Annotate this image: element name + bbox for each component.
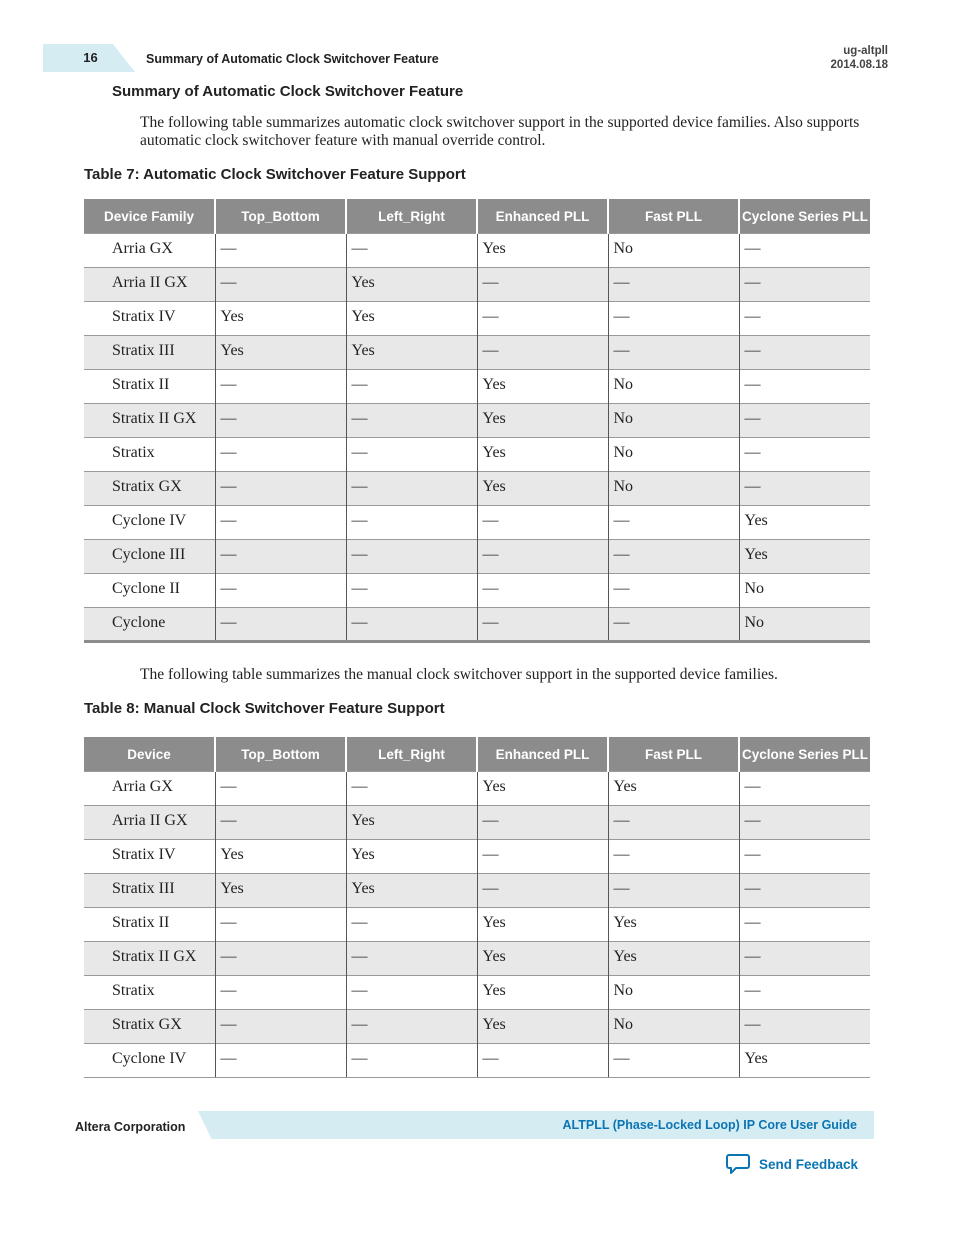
table8-header-row	[84, 737, 870, 772]
support-cell: —	[215, 1010, 346, 1044]
send-feedback-label: Send Feedback	[759, 1156, 859, 1172]
support-cell: —	[739, 840, 870, 874]
support-cell: —	[477, 806, 608, 840]
support-cell: —	[346, 472, 477, 506]
support-cell: —	[346, 234, 477, 268]
device-name-cell: Stratix GX	[84, 472, 215, 506]
running-title: Summary of Automatic Clock Switchover Feature	[146, 52, 439, 66]
table7	[84, 199, 870, 643]
table8-body	[84, 772, 870, 1078]
support-cell: No	[608, 472, 739, 506]
table8-header-cell: Cyclone Series PLL	[739, 737, 870, 772]
support-cell: —	[477, 336, 608, 370]
device-name-cell: Arria II GX	[84, 806, 215, 840]
support-cell: —	[215, 472, 346, 506]
support-cell: —	[477, 302, 608, 336]
support-cell: Yes	[346, 874, 477, 908]
table8-caption: Table 8: Manual Clock Switchover Feature Support	[84, 700, 445, 717]
support-cell: —	[215, 234, 346, 268]
support-cell: —	[215, 608, 346, 642]
support-cell: Yes	[477, 772, 608, 806]
support-cell: —	[477, 574, 608, 608]
table-row	[84, 404, 870, 438]
support-cell: —	[215, 942, 346, 976]
support-cell: Yes	[215, 840, 346, 874]
support-cell: —	[346, 404, 477, 438]
support-cell: —	[608, 574, 739, 608]
support-cell: Yes	[477, 234, 608, 268]
support-cell: —	[739, 302, 870, 336]
support-cell: —	[346, 976, 477, 1010]
support-cell: Yes	[215, 336, 346, 370]
section-title: Summary of Automatic Clock Switchover Feature	[112, 83, 464, 100]
support-cell: —	[215, 976, 346, 1010]
device-name-cell: Arria GX	[84, 234, 215, 268]
support-cell: —	[739, 874, 870, 908]
support-cell: Yes	[346, 268, 477, 302]
support-cell: Yes	[608, 772, 739, 806]
table-row	[84, 268, 870, 302]
table-row	[84, 772, 870, 806]
support-cell: —	[346, 608, 477, 642]
support-cell: Yes	[477, 438, 608, 472]
table8	[84, 737, 870, 1078]
support-cell: Yes	[477, 370, 608, 404]
table8-header-cell: Device	[84, 737, 215, 772]
table-row	[84, 302, 870, 336]
support-cell: —	[739, 234, 870, 268]
table-row	[84, 806, 870, 840]
table7-header-cell: Top_Bottom	[215, 199, 346, 234]
support-cell: —	[608, 268, 739, 302]
support-cell: —	[608, 336, 739, 370]
intro-paragraph: The following table summarizes automatic clock switchover support in the supported device families. Also supports automatic clock switchover feature with manual override control.	[140, 114, 860, 149]
support-cell: —	[477, 506, 608, 540]
table7-header-cell: Fast PLL	[608, 199, 739, 234]
support-cell: Yes	[477, 942, 608, 976]
support-cell: —	[608, 540, 739, 574]
support-cell: —	[608, 506, 739, 540]
table7-caption: Table 7: Automatic Clock Switchover Feature Support	[84, 166, 466, 183]
support-cell: —	[346, 772, 477, 806]
support-cell: —	[215, 772, 346, 806]
support-cell: —	[608, 806, 739, 840]
support-cell: —	[477, 540, 608, 574]
table8-header-cell: Top_Bottom	[215, 737, 346, 772]
device-name-cell: Stratix II GX	[84, 404, 215, 438]
device-name-cell: Stratix	[84, 976, 215, 1010]
table-row	[84, 540, 870, 574]
footer-guide-title[interactable]: ALTPLL (Phase-Locked Loop) IP Core User Guide	[562, 1118, 857, 1132]
support-cell: —	[215, 506, 346, 540]
support-cell: Yes	[608, 908, 739, 942]
footer-company: Altera Corporation	[75, 1120, 186, 1134]
device-name-cell: Cyclone IV	[84, 506, 215, 540]
support-cell: —	[215, 370, 346, 404]
support-cell: No	[608, 404, 739, 438]
doc-id-block	[830, 44, 888, 72]
support-cell: —	[608, 608, 739, 642]
support-cell: Yes	[477, 472, 608, 506]
support-cell: Yes	[215, 302, 346, 336]
support-cell: —	[739, 806, 870, 840]
support-cell: —	[477, 874, 608, 908]
device-name-cell: Cyclone III	[84, 540, 215, 574]
page-number: 16	[83, 50, 98, 65]
support-cell: Yes	[346, 302, 477, 336]
table-row	[84, 472, 870, 506]
table7-header	[84, 199, 870, 234]
table-row	[84, 608, 870, 642]
support-cell: —	[739, 1010, 870, 1044]
support-cell: Yes	[739, 540, 870, 574]
table8-header-cell: Left_Right	[346, 737, 477, 772]
support-cell: Yes	[739, 1044, 870, 1078]
support-cell: No	[739, 608, 870, 642]
device-name-cell: Arria GX	[84, 772, 215, 806]
support-cell: Yes	[346, 336, 477, 370]
table-row	[84, 976, 870, 1010]
support-cell: —	[739, 336, 870, 370]
table-row	[84, 874, 870, 908]
support-cell: —	[608, 874, 739, 908]
support-cell: —	[739, 772, 870, 806]
support-cell: —	[346, 506, 477, 540]
support-cell: Yes	[739, 506, 870, 540]
device-name-cell: Stratix III	[84, 336, 215, 370]
device-name-cell: Stratix	[84, 438, 215, 472]
doc-date: 2014.08.18	[830, 59, 888, 71]
support-cell: No	[608, 1010, 739, 1044]
support-cell: —	[346, 438, 477, 472]
support-cell: —	[346, 540, 477, 574]
table7-header-cell: Enhanced PLL	[477, 199, 608, 234]
support-cell: —	[477, 268, 608, 302]
support-cell: Yes	[608, 942, 739, 976]
table7-header-row	[84, 199, 870, 234]
support-cell: —	[215, 1044, 346, 1078]
support-cell: Yes	[215, 874, 346, 908]
support-cell: —	[346, 1010, 477, 1044]
table-row	[84, 336, 870, 370]
support-cell: —	[739, 942, 870, 976]
support-cell: —	[608, 840, 739, 874]
support-cell: —	[608, 302, 739, 336]
support-cell: —	[215, 540, 346, 574]
device-name-cell: Stratix III	[84, 874, 215, 908]
speech-bubble-icon	[726, 1153, 750, 1175]
device-name-cell: Cyclone	[84, 608, 215, 642]
support-cell: —	[215, 404, 346, 438]
table8-header	[84, 737, 870, 772]
support-cell: No	[608, 976, 739, 1010]
support-cell: Yes	[477, 404, 608, 438]
device-name-cell: Stratix IV	[84, 302, 215, 336]
table7-header-cell: Cyclone Series PLL	[739, 199, 870, 234]
support-cell: Yes	[346, 840, 477, 874]
support-cell: —	[739, 976, 870, 1010]
device-name-cell: Stratix II GX	[84, 942, 215, 976]
support-cell: —	[215, 268, 346, 302]
table-row	[84, 908, 870, 942]
device-name-cell: Stratix IV	[84, 840, 215, 874]
support-cell: —	[215, 806, 346, 840]
doc-id: ug-altpll	[843, 45, 888, 57]
support-cell: —	[739, 438, 870, 472]
support-cell: —	[739, 472, 870, 506]
support-cell: —	[739, 268, 870, 302]
support-cell: No	[608, 438, 739, 472]
support-cell: —	[346, 574, 477, 608]
support-cell: —	[346, 942, 477, 976]
table-row	[84, 840, 870, 874]
table-row	[84, 1010, 870, 1044]
support-cell: No	[608, 234, 739, 268]
table-row	[84, 1044, 870, 1078]
table7-header-cell: Left_Right	[346, 199, 477, 234]
device-name-cell: Stratix II	[84, 370, 215, 404]
table-row	[84, 574, 870, 608]
table7-header-cell: Device Family	[84, 199, 215, 234]
support-cell: —	[739, 370, 870, 404]
support-cell: —	[346, 1044, 477, 1078]
table8-header-cell: Enhanced PLL	[477, 737, 608, 772]
support-cell: —	[346, 908, 477, 942]
support-cell: Yes	[346, 806, 477, 840]
support-cell: —	[477, 840, 608, 874]
device-name-cell: Stratix GX	[84, 1010, 215, 1044]
support-cell: Yes	[477, 1010, 608, 1044]
between-paragraph: The following table summarizes the manual clock switchover support in the supported device families.	[140, 666, 778, 683]
table-row	[84, 506, 870, 540]
support-cell: Yes	[477, 908, 608, 942]
support-cell: No	[739, 574, 870, 608]
support-cell: —	[739, 908, 870, 942]
device-name-cell: Cyclone IV	[84, 1044, 215, 1078]
support-cell: No	[608, 370, 739, 404]
support-cell: —	[608, 1044, 739, 1078]
table-row	[84, 942, 870, 976]
support-cell: —	[215, 908, 346, 942]
table-row	[84, 370, 870, 404]
support-cell: Yes	[477, 976, 608, 1010]
table-row	[84, 438, 870, 472]
table8-header-cell: Fast PLL	[608, 737, 739, 772]
support-cell: —	[477, 1044, 608, 1078]
device-name-cell: Stratix II	[84, 908, 215, 942]
table7-body	[84, 234, 870, 642]
support-cell: —	[215, 574, 346, 608]
support-cell: —	[739, 404, 870, 438]
support-cell: —	[477, 608, 608, 642]
device-name-cell: Arria II GX	[84, 268, 215, 302]
support-cell: —	[215, 438, 346, 472]
support-cell: —	[346, 370, 477, 404]
device-name-cell: Cyclone II	[84, 574, 215, 608]
send-feedback-link[interactable]	[726, 1153, 858, 1175]
table-row	[84, 234, 870, 268]
